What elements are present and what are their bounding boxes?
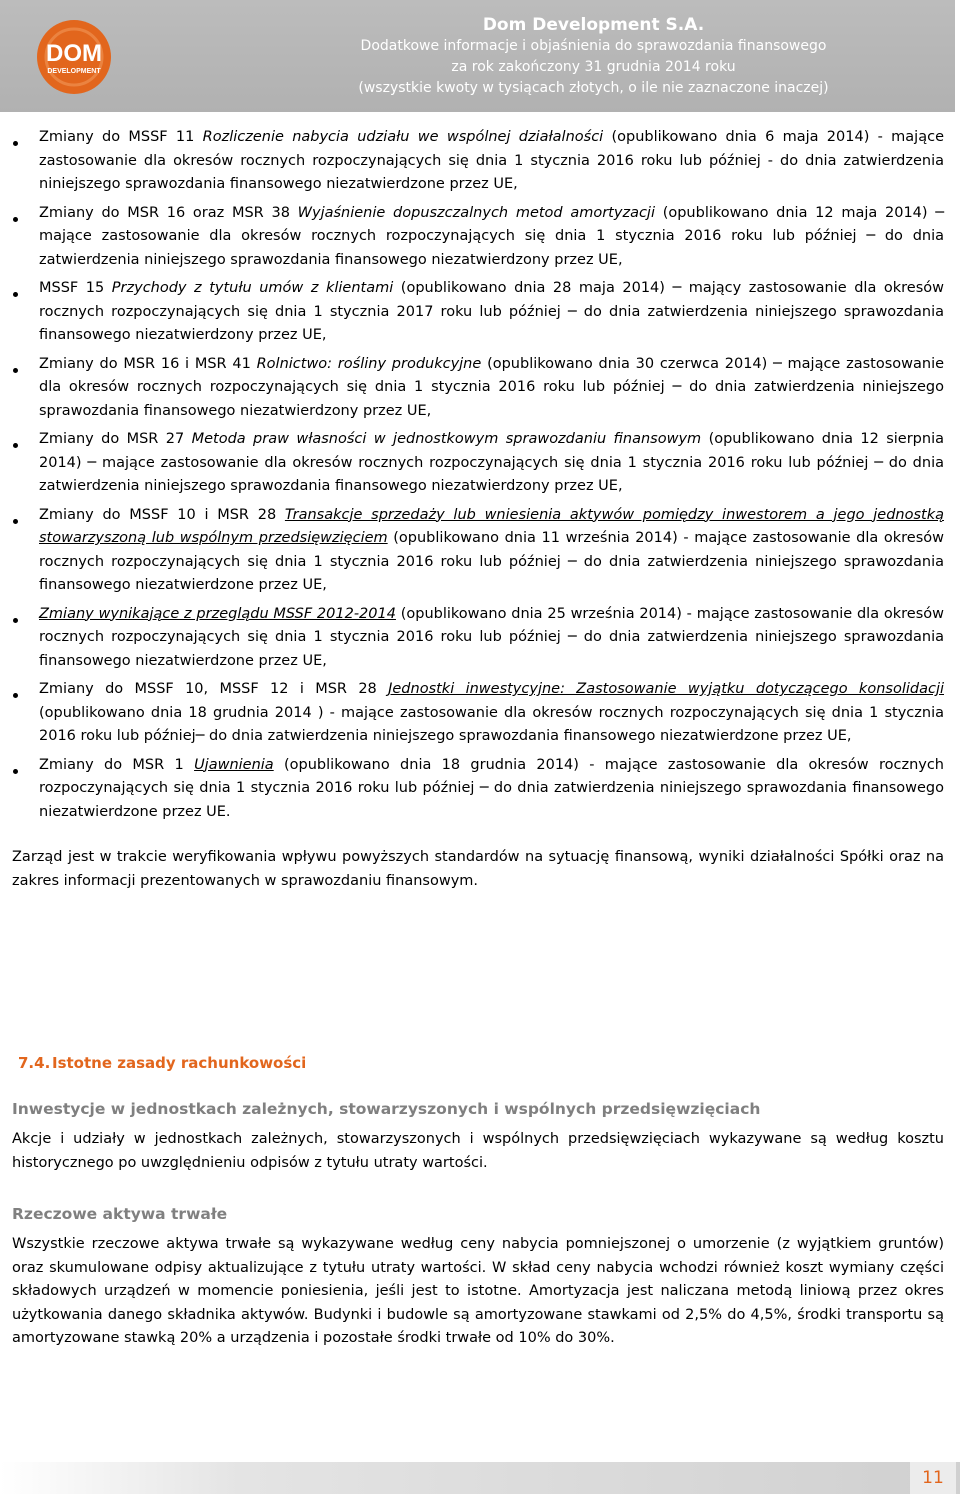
list-item: MSSF 15 Przychody z tytułu umów z klientami (opublikowano dnia 28 maja 2014) ─ mający zastosowanie dla okresów rocznych rozpoczynających się dnia 1 stycznia 2017 roku lub później ─ do dnia zatwierdzenia niniejszego sprawozdania finansowego niezatwierdzony przez UE, xyxy=(12,277,944,348)
section-heading xyxy=(18,1054,306,1072)
subsection-heading: Inwestycje w jednostkach zależnych, stowarzyszonych i wspólnych przedsięwzięciach xyxy=(12,1100,761,1118)
list-item: Zmiany wynikające z przeglądu MSSF 2012-2014 (opublikowano dnia 25 września 2014) - mające zastosowanie dla okresów rocznych rozpoczynających się dnia 1 stycznia 2016 roku lub później ─ do dnia zatwierdzenia niniejszego sprawozdania finansowego niezatwierdzone przez UE, xyxy=(12,603,944,674)
list-item: Zmiany do MSSF 10 i MSR 28 Transakcje sprzedaży lub wniesienia aktywów pomiędzy inwestorem a jego jednostką stowarzyszoną lub wspólnym przedsięwzięciem (opublikowano dnia 11 września 2014) - mające zastosowanie dla okresów rocznych rozpoczynających się dnia 1 stycznia 2016 roku lub później ─ do dnia zatwierdzenia niniejszego sprawozdania finansowego niezatwierdzone przez UE, xyxy=(12,504,944,598)
list-item: Zmiany do MSR 16 i MSR 41 Rolnictwo: rośliny produkcyjne (opublikowano dnia 30 czerwca 2014) ─ mające zastosowanie dla okresów rocznych rozpoczynających się dnia 1 stycznia 2016 roku lub później ─ do dnia zatwierdzenia niniejszego sprawozdania finansowego niezatwierdzony przez UE, xyxy=(12,353,944,424)
list-item: Zmiany do MSR 27 Metoda praw własności w jednostkowym sprawozdaniu finansowym (opublikowano dnia 12 sierpnia 2014) ─ mające zastosowanie dla okresów rocznych rozpoczynających się dnia 1 stycznia 2016 roku lub później ─ do dnia zatwierdzenia niniejszego sprawozdania finansowego niezatwierdzony przez UE, xyxy=(12,428,944,499)
subsection-text: Akcje i udziały w jednostkach zależnych, stowarzyszonych i wspólnych przedsięwzięciach wykazywane są według kosztu historycznego po uwzględnieniu odpisów z tytułu utraty wartości. xyxy=(12,1131,944,1171)
subsection-text: Wszystkie rzeczowe aktywa trwałe są wykazywane według ceny nabycia pomniejszonej o umorzenie (z wyjątkiem gruntów) oraz skumulowane odpisy aktualizujące z tytułu utraty wartości. W skład ceny nabycia wchodzi również koszt wymiany części składowych urządzeń w momencie poniesienia, jeśli jest to istotne. Amortyzacja jest naliczana metodą liniową przez okres użytkowania danego składnika aktywów. Budynki i budowle są amortyzowane stawkami od 2,5% do 4,5%, środki transportu są amortyzowane stawką 20% a urządzenia i pozostałe środki trwałe od 10% do 30%. xyxy=(12,1236,944,1346)
list-item: Zmiany do MSSF 10, MSSF 12 i MSR 28 Jednostki inwestycyjne: Zastosowanie wyjątku dotyczącego konsolidacji (opublikowano dnia 18 grudnia 2014 ) - mające zastosowanie dla okresów rocznych rozpoczynających się dnia 1 stycznia 2016 roku lub później─ do dnia zatwierdzenia niniejszego sprawozdania finansowego niezatwierdzone przez UE, xyxy=(12,678,944,749)
subsection-heading: Rzeczowe aktywa trwałe xyxy=(12,1205,228,1223)
subsection-investments xyxy=(12,1100,944,1175)
page-header xyxy=(0,0,955,112)
header-company: Dom Development S.A. xyxy=(482,15,705,35)
main-content xyxy=(12,126,944,893)
dom-development-logo xyxy=(18,18,130,96)
list-item: Zmiany do MSR 1 Ujawnienia (opublikowano dnia 18 grudnia 2014) - mające zastosowanie dla okresów rocznych rozpoczynających się dnia 1 stycznia 2016 roku lub później ─ do dnia zatwierdzenia niniejszego sprawozdania finansowego niezatwierdzone przez UE. xyxy=(12,754,944,825)
logo-sub-text: DEVELOPMENT xyxy=(47,68,101,75)
header-text xyxy=(240,14,947,99)
logo-main-text: DOM xyxy=(46,40,102,67)
page-number: 11 xyxy=(910,1462,956,1494)
footer-bar xyxy=(0,1462,960,1494)
section-number: 7.4. xyxy=(18,1054,51,1072)
header-subtitle-2: za rok zakończony 31 grudnia 2014 roku xyxy=(451,59,736,75)
list-item: Zmiany do MSSF 11 Rozliczenie nabycia udziału we wspólnej działalności (opublikowano dnia 6 maja 2014) - mające zastosowanie dla okresów rocznych rozpoczynających się dnia 1 stycznia 2016 roku lub później - do dnia zatwierdzenia niniejszego sprawozdania finansowego niezatwierdzone przez UE, xyxy=(12,126,944,197)
standards-list xyxy=(12,126,944,824)
header-subtitle-3: (wszystkie kwoty w tysiącach złotych, o ile nie zaznaczone inaczej) xyxy=(358,80,829,96)
board-paragraph: Zarząd jest w trakcie weryfikowania wpływu powyższych standardów na sytuację finansową, wyniki działalności Spółki oraz na zakres informacji prezentowanych w sprawozdaniu finansowym. xyxy=(12,849,944,889)
list-item: Zmiany do MSR 16 oraz MSR 38 Wyjaśnienie dopuszczalnych metod amortyzacji (opublikowano dnia 12 maja 2014) ─ mające zastosowanie dla okresów rocznych rozpoczynających się dnia 1 stycznia 2016 roku lub później ─ do dnia zatwierdzenia niniejszego sprawozdania finansowego niezatwierdzony przez UE, xyxy=(12,202,944,273)
section-title: Istotne zasady rachunkowości xyxy=(52,1054,307,1072)
subsection-fixed-assets xyxy=(12,1205,944,1351)
header-subtitle-1: Dodatkowe informacje i objaśnienia do sprawozdania finansowego xyxy=(360,38,827,54)
